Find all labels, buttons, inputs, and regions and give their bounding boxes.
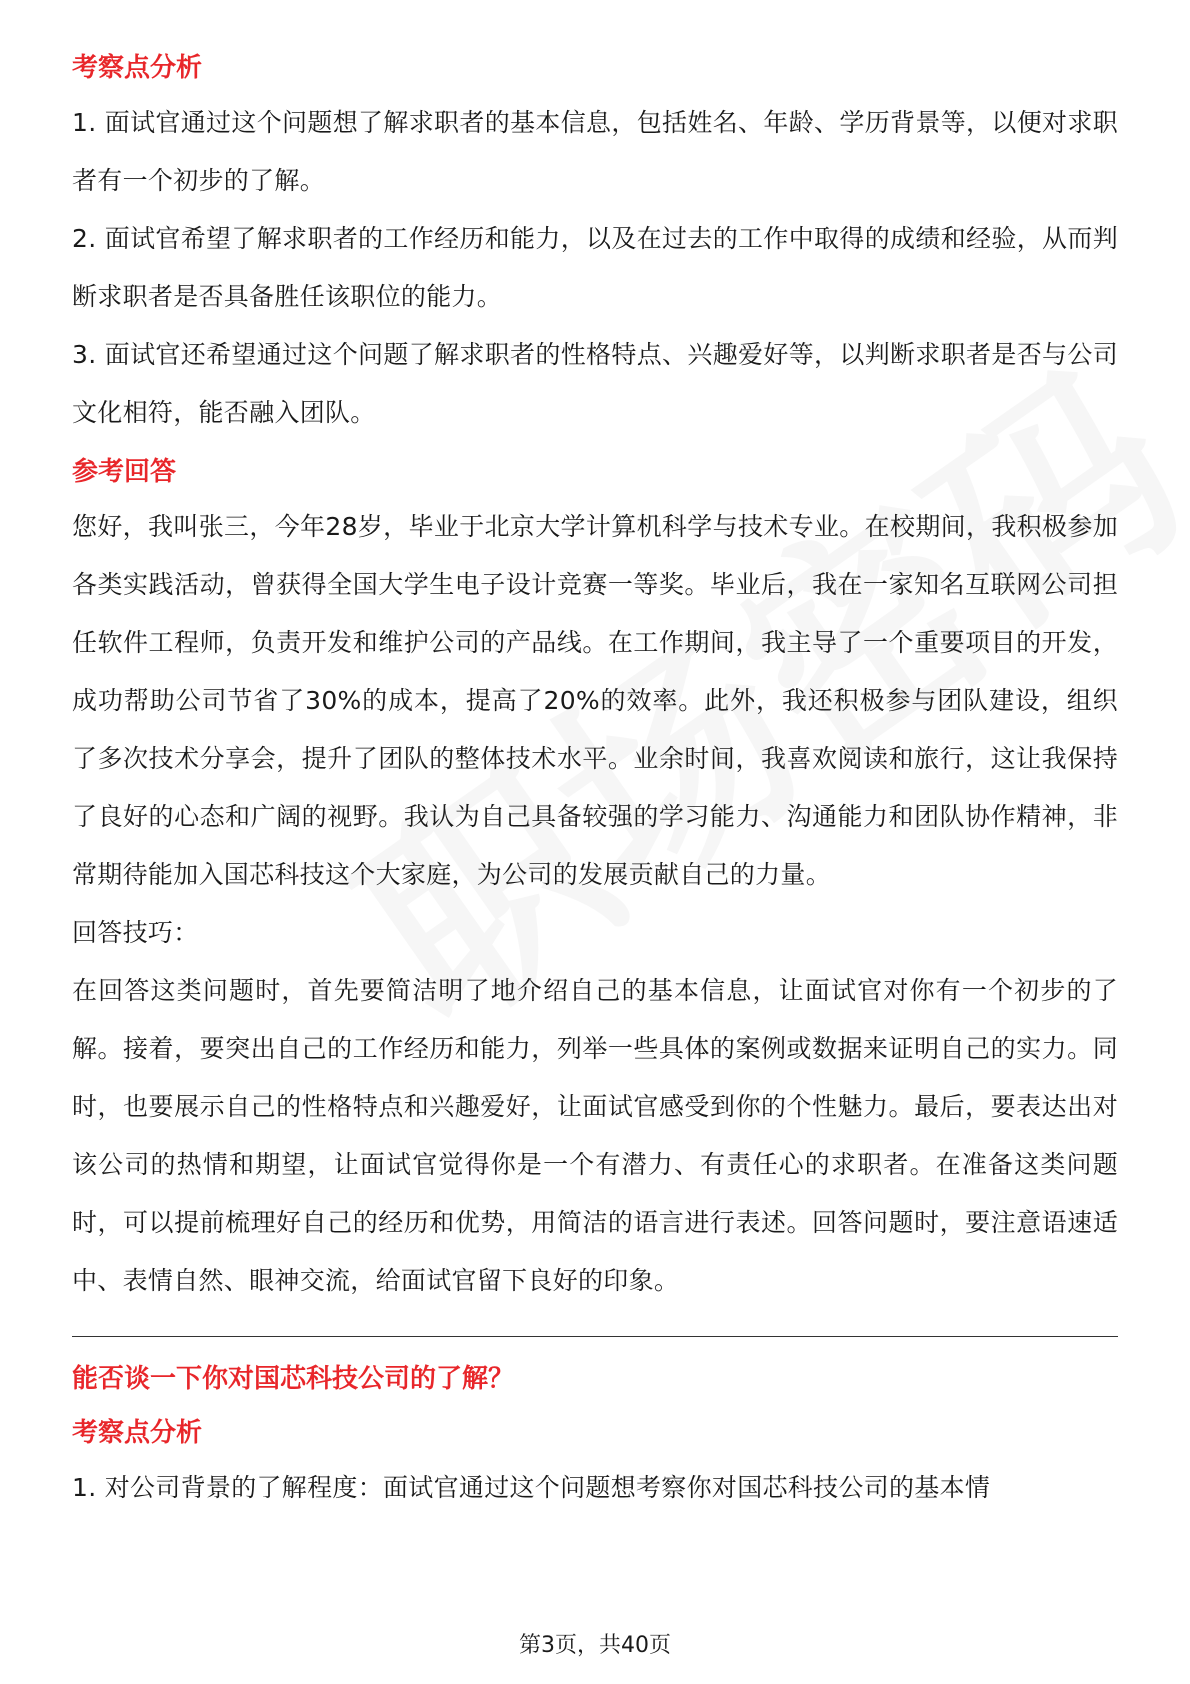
analysis-heading: 考察点分析	[72, 53, 203, 83]
tips-label: 回答技巧：	[72, 918, 199, 947]
document-page	[72, 48, 1118, 1517]
answer-heading: 参考回答	[72, 457, 177, 487]
analysis-item-3: 3. 面试官还希望通过这个问题了解求职者的性格特点、兴趣爱好等，以判断求职者是否与公司文化相符，能否融入团队。	[72, 340, 1118, 427]
analysis-item-2: 2. 面试官希望了解求职者的工作经历和能力，以及在过去的工作中取得的成绩和经验，从而判断求职者是否具备胜任该职位的能力。	[72, 224, 1118, 311]
analysis-item-1: 1. 面试官通过这个问题想了解求职者的基本信息，包括姓名、年龄、学历背景等，以便对求职者有一个初步的了解。	[72, 108, 1118, 195]
section-divider	[72, 1336, 1118, 1337]
answer-text: 您好，我叫张三，今年28岁，毕业于北京大学计算机科学与技术专业。在校期间，我积极参加各类实践活动，曾获得全国大学生电子设计竞赛一等奖。毕业后，我在一家知名互联网公司担任软件工程师，负责开发和维护公司的产品线。在工作期间，我主导了一个重要项目的开发，成功帮助公司节省了30%的成本，提高了20%的效率。此外，我还积极参与团队建设，组织了多次技术分享会，提升了团队的整体技术水平。业余时间，我喜欢阅读和旅行，这让我保持了良好的心态和广阔的视野。我认为自己具备较强的学习能力、沟通能力和团队协作精神，非常期待能加入国芯科技这个大家庭，为公司的发展贡献自己的力量。	[72, 512, 1118, 889]
question-title: 能否谈一下你对国芯科技公司的了解？	[72, 1364, 515, 1394]
analysis-heading-2: 考察点分析	[72, 1418, 203, 1448]
analysis-item-2-1: 1. 对公司背景的了解程度：面试官通过这个问题想考察你对国芯科技公司的基本情	[72, 1473, 991, 1502]
tips-text: 在回答这类问题时，首先要简洁明了地介绍自己的基本信息，让面试官对你有一个初步的了解。接着，要突出自己的工作经历和能力，列举一些具体的案例或数据来证明自己的实力。同时，也要展示自己的性格特点和兴趣爱好，让面试官感受到你的个性魅力。最后，要表达出对该公司的热情和期望，让面试官觉得你是一个有潜力、有责任心的求职者。在准备这类问题时，可以提前梳理好自己的经历和优势，用简洁的语言进行表述。回答问题时，要注意语速适中、表情自然、眼神交流，给面试官留下良好的印象。	[72, 976, 1118, 1295]
page-number: 第3页，共40页	[519, 1633, 671, 1658]
